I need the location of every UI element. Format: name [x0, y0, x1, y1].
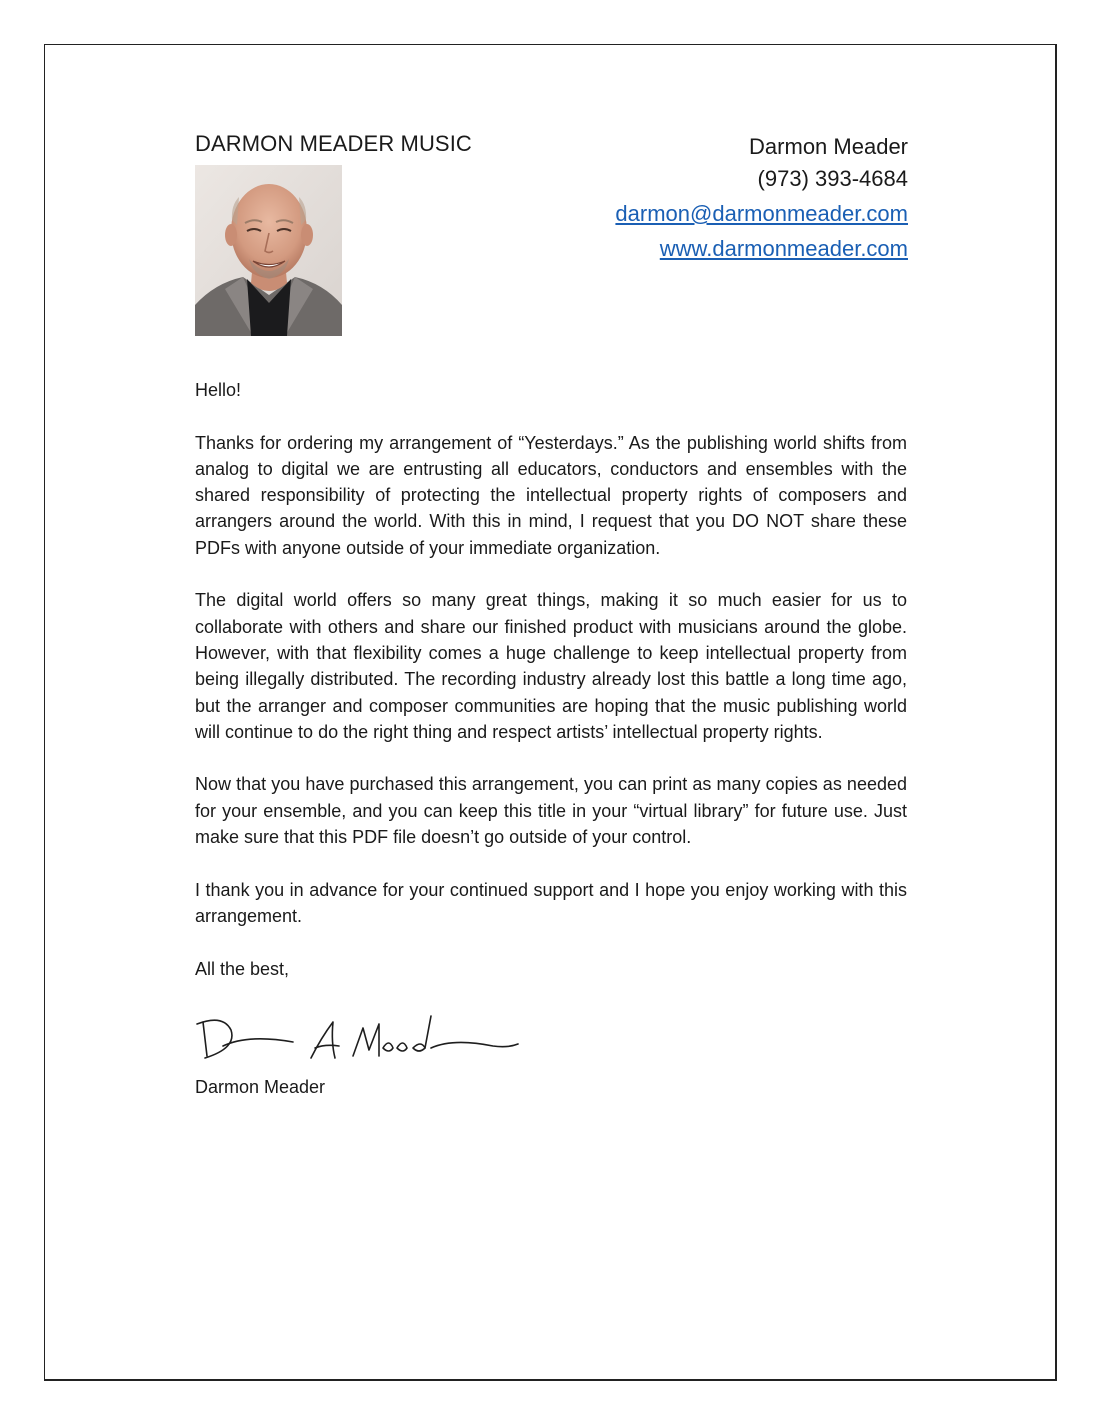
paragraph-2: The digital world offers so many great things, making it so much easier for us to collaborate with others and share our finished product with musicians around the globe. However, with that flexibility comes a huge challenge to keep intellectual property from being illegally distributed. The recording industry already lost this battle a long time ago, but the arranger and composer communities are hoping that the music publishing world will continue to do the right thing and respect artists’ intellectual property rights. — [195, 590, 907, 742]
closing: All the best, — [195, 958, 290, 979]
signed-name: Darmon Meader — [195, 1077, 326, 1098]
website-link[interactable]: www.darmonmeader.com — [659, 236, 908, 261]
contact-name: Darmon Meader — [749, 134, 908, 159]
company-name: DARMON MEADER MUSIC — [195, 131, 472, 156]
greeting: Hello! — [195, 380, 242, 400]
signature — [193, 1008, 523, 1068]
portrait-photo — [195, 165, 342, 336]
paragraph-4: I thank you in advance for your continued support and I hope you enjoy working with this arrangement. — [195, 879, 907, 926]
email-link[interactable]: darmon@darmonmeader.com — [615, 201, 908, 226]
paragraph-3: Now that you have purchased this arrangement, you can print as many copies as needed for your ensemble, and you can keep this title in your “virtual library” for future use. Just make sure that this PDF file doesn’t go outside of your control. — [195, 774, 907, 848]
contact-phone: (973) 393-4684 — [757, 166, 908, 191]
paragraph-1: Thanks for ordering my arrangement of “Yesterdays.” As the publishing world shifts from analog to digital we are entrusting all educators, conductors and ensembles with the shared responsibility of protecting the intellectual property rights of composers and arrangers around the world. With this in mind, I request that you DO NOT share these PDFs with anyone outside of your immediate organization. — [195, 432, 907, 558]
contact-block — [615, 131, 908, 265]
letter-body — [195, 377, 907, 1127]
